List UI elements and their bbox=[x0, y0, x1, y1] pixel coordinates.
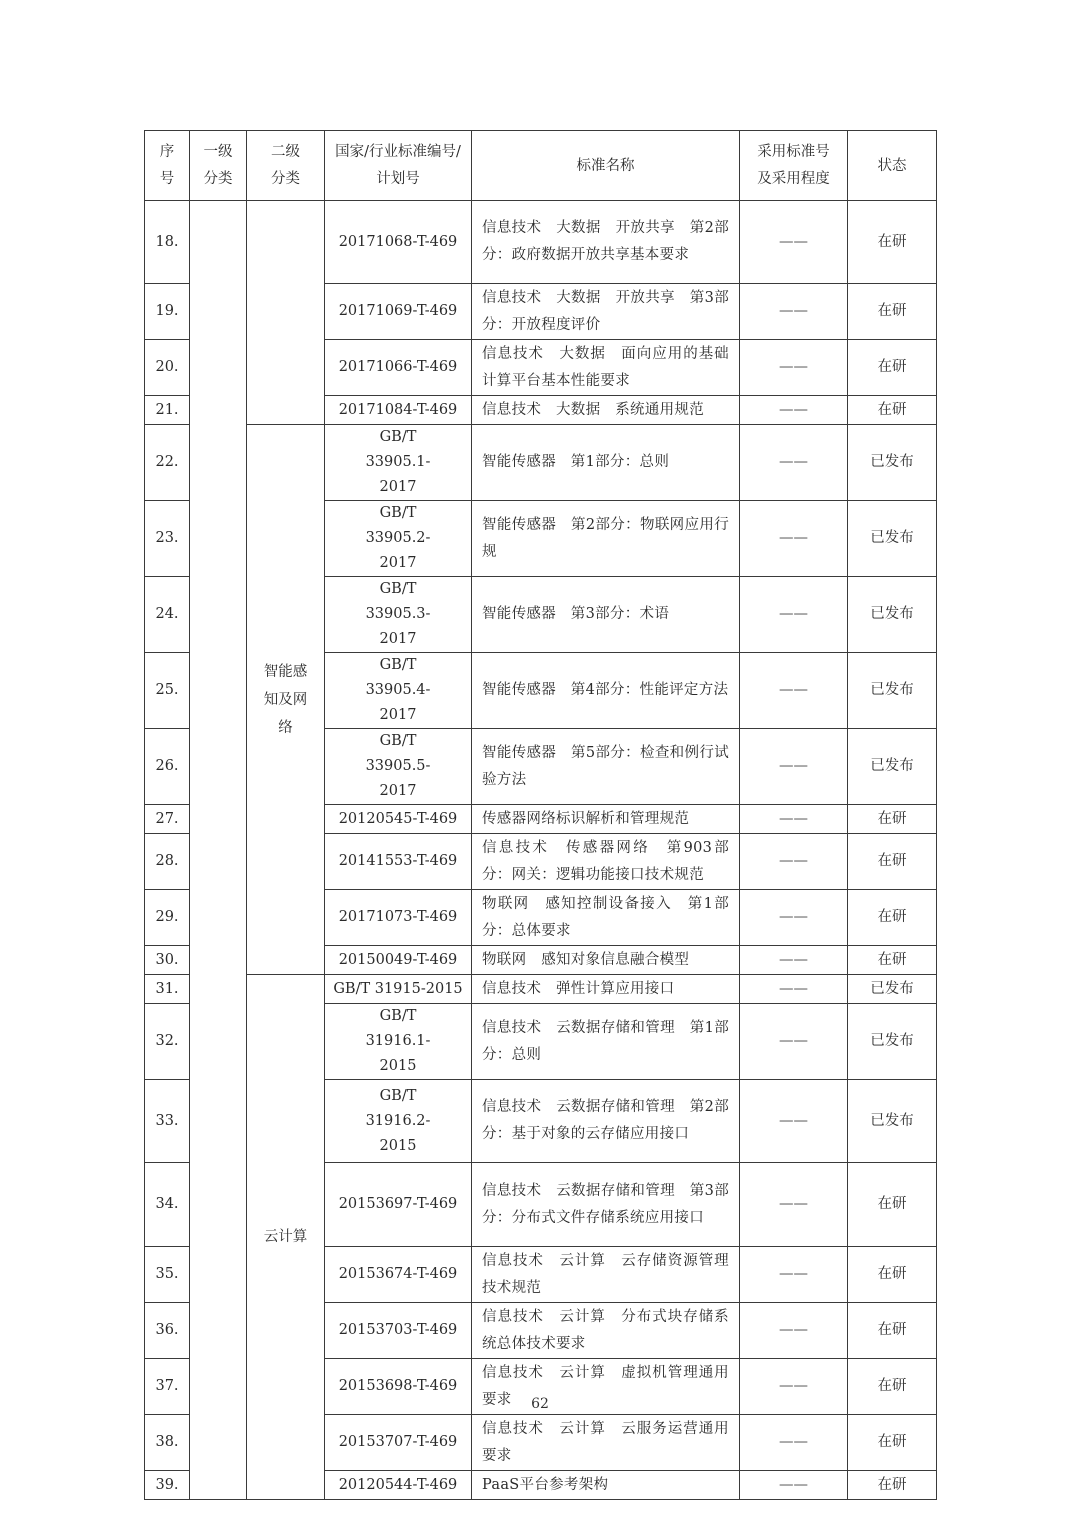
level1-category-cell bbox=[190, 201, 247, 1500]
row-number: 24. bbox=[145, 577, 190, 653]
level2-category-sensing-cell bbox=[247, 425, 325, 975]
standard-name: 信息技术 云计算 云存储资源管理技术规范 bbox=[472, 1247, 740, 1303]
row-number: 33. bbox=[145, 1080, 190, 1163]
row-number: 30. bbox=[145, 946, 190, 975]
standard-name: 信息技术 弹性计算应用接口 bbox=[472, 975, 740, 1004]
status: 在研 bbox=[848, 284, 937, 340]
status: 在研 bbox=[848, 1471, 937, 1500]
row-number: 37. bbox=[145, 1359, 190, 1415]
status: 已发布 bbox=[848, 577, 937, 653]
status: 已发布 bbox=[848, 425, 937, 501]
level2-category-bigdata-cell bbox=[247, 201, 325, 425]
adoption-degree: —— bbox=[740, 396, 848, 425]
standard-name: 信息技术 大数据 系统通用规范 bbox=[472, 396, 740, 425]
standard-name: 信息技术 云计算 虚拟机管理通用要求 bbox=[472, 1359, 740, 1415]
level2-category-cloud-cell bbox=[247, 975, 325, 1500]
standard-code: 20171073-T-469 bbox=[325, 890, 472, 946]
header-code: 国家/行业标准编号/计划号 bbox=[325, 131, 472, 201]
standard-code: 20171069-T-469 bbox=[325, 284, 472, 340]
standard-code: GB/T 31916.2-2015 bbox=[325, 1080, 472, 1163]
standard-name: 传感器网络标识解析和管理规范 bbox=[472, 805, 740, 834]
row-number: 31. bbox=[145, 975, 190, 1004]
standard-code: 20153703-T-469 bbox=[325, 1303, 472, 1359]
table-row bbox=[145, 975, 937, 1004]
standard-name: 信息技术 大数据 开放共享 第3部分：开放程度评价 bbox=[472, 284, 740, 340]
standard-name: 智能传感器 第5部分：检查和例行试验方法 bbox=[472, 729, 740, 805]
standard-name: 信息技术 大数据 面向应用的基础计算平台基本性能要求 bbox=[472, 340, 740, 396]
standard-code: 20153674-T-469 bbox=[325, 1247, 472, 1303]
standard-code: GB/T 33905.1-2017 bbox=[325, 425, 472, 501]
standard-name: 信息技术 云计算 云服务运营通用要求 bbox=[472, 1415, 740, 1471]
standard-name: 信息技术 传感器网络 第903部分：网关：逻辑功能接口技术规范 bbox=[472, 834, 740, 890]
standard-name: 信息技术 大数据 开放共享 第2部分：政府数据开放共享基本要求 bbox=[472, 201, 740, 284]
status: 已发布 bbox=[848, 729, 937, 805]
standard-code: 20171066-T-469 bbox=[325, 340, 472, 396]
adoption-degree: —— bbox=[740, 1163, 848, 1247]
adoption-degree: —— bbox=[740, 425, 848, 501]
standard-code: GB/T 33905.3-2017 bbox=[325, 577, 472, 653]
adoption-degree: —— bbox=[740, 1471, 848, 1500]
table-header-row bbox=[145, 131, 937, 201]
adoption-degree: —— bbox=[740, 501, 848, 577]
standard-name: 智能传感器 第1部分：总则 bbox=[472, 425, 740, 501]
standard-code: GB/T 33905.4-2017 bbox=[325, 653, 472, 729]
status: 在研 bbox=[848, 1247, 937, 1303]
row-number: 29. bbox=[145, 890, 190, 946]
standard-code: 20171084-T-469 bbox=[325, 396, 472, 425]
table-row bbox=[145, 425, 937, 501]
standard-name: 物联网 感知控制设备接入 第1部分：总体要求 bbox=[472, 890, 740, 946]
row-number: 26. bbox=[145, 729, 190, 805]
status: 已发布 bbox=[848, 1080, 937, 1163]
row-number: 19. bbox=[145, 284, 190, 340]
standard-code: GB/T 31915-2015 bbox=[325, 975, 472, 1004]
status: 在研 bbox=[848, 340, 937, 396]
standard-name: 物联网 感知对象信息融合模型 bbox=[472, 946, 740, 975]
standards-table bbox=[144, 130, 937, 1500]
status: 在研 bbox=[848, 805, 937, 834]
standard-code: 20153698-T-469 bbox=[325, 1359, 472, 1415]
adoption-degree: —— bbox=[740, 946, 848, 975]
standard-code: 20150049-T-469 bbox=[325, 946, 472, 975]
adoption-degree: —— bbox=[740, 1004, 848, 1080]
row-number: 35. bbox=[145, 1247, 190, 1303]
standard-name: 信息技术 云数据存储和管理 第1部分：总则 bbox=[472, 1004, 740, 1080]
row-number: 34. bbox=[145, 1163, 190, 1247]
adoption-degree: —— bbox=[740, 1415, 848, 1471]
status: 已发布 bbox=[848, 501, 937, 577]
adoption-degree: —— bbox=[740, 834, 848, 890]
standard-name: PaaS平台参考架构 bbox=[472, 1471, 740, 1500]
row-number: 32. bbox=[145, 1004, 190, 1080]
status: 在研 bbox=[848, 946, 937, 975]
row-number: 39. bbox=[145, 1471, 190, 1500]
level2-category-label: 智能感知及网络 bbox=[263, 663, 308, 736]
row-number: 23. bbox=[145, 501, 190, 577]
status: 在研 bbox=[848, 201, 937, 284]
status: 在研 bbox=[848, 396, 937, 425]
standard-name: 智能传感器 第3部分：术语 bbox=[472, 577, 740, 653]
row-number: 25. bbox=[145, 653, 190, 729]
adoption-degree: —— bbox=[740, 1359, 848, 1415]
row-number: 21. bbox=[145, 396, 190, 425]
standard-name: 智能传感器 第4部分：性能评定方法 bbox=[472, 653, 740, 729]
row-number: 18. bbox=[145, 201, 190, 284]
header-name: 标准名称 bbox=[472, 131, 740, 201]
standard-name: 智能传感器 第2部分：物联网应用行规 bbox=[472, 501, 740, 577]
status: 已发布 bbox=[848, 653, 937, 729]
standard-code: 20141553-T-469 bbox=[325, 834, 472, 890]
standard-code: GB/T 33905.5-2017 bbox=[325, 729, 472, 805]
status: 在研 bbox=[848, 1359, 937, 1415]
row-number: 22. bbox=[145, 425, 190, 501]
adoption-degree: —— bbox=[740, 805, 848, 834]
row-number: 28. bbox=[145, 834, 190, 890]
table-row bbox=[145, 201, 937, 284]
level2-category-label: 云计算 bbox=[263, 1229, 308, 1245]
adoption-degree: —— bbox=[740, 340, 848, 396]
row-number: 36. bbox=[145, 1303, 190, 1359]
header-level2: 二级分类 bbox=[247, 131, 325, 201]
adoption-degree: —— bbox=[740, 1303, 848, 1359]
standard-name: 信息技术 云数据存储和管理 第2部分：基于对象的云存储应用接口 bbox=[472, 1080, 740, 1163]
header-seq: 序号 bbox=[145, 131, 190, 201]
status: 已发布 bbox=[848, 1004, 937, 1080]
standard-code: GB/T 31916.1-2015 bbox=[325, 1004, 472, 1080]
page-number: 62 bbox=[531, 1396, 549, 1412]
status: 在研 bbox=[848, 1163, 937, 1247]
standard-code: 20171068-T-469 bbox=[325, 201, 472, 284]
status: 已发布 bbox=[848, 975, 937, 1004]
standard-name: 信息技术 云数据存储和管理 第3部分：分布式文件存储系统应用接口 bbox=[472, 1163, 740, 1247]
adoption-degree: —— bbox=[740, 1247, 848, 1303]
adoption-degree: —— bbox=[740, 284, 848, 340]
standard-code: 20153697-T-469 bbox=[325, 1163, 472, 1247]
row-number: 38. bbox=[145, 1415, 190, 1471]
adoption-degree: —— bbox=[740, 577, 848, 653]
adoption-degree: —— bbox=[740, 729, 848, 805]
status: 在研 bbox=[848, 1303, 937, 1359]
standard-code: 20153707-T-469 bbox=[325, 1415, 472, 1471]
standard-code: 20120545-T-469 bbox=[325, 805, 472, 834]
adoption-degree: —— bbox=[740, 1080, 848, 1163]
status: 在研 bbox=[848, 834, 937, 890]
standard-name: 信息技术 云计算 分布式块存储系统总体技术要求 bbox=[472, 1303, 740, 1359]
header-level1: 一级分类 bbox=[190, 131, 247, 201]
status: 在研 bbox=[848, 890, 937, 946]
standard-code: 20120544-T-469 bbox=[325, 1471, 472, 1500]
standard-code: GB/T 33905.2-2017 bbox=[325, 501, 472, 577]
adoption-degree: —— bbox=[740, 201, 848, 284]
adoption-degree: —— bbox=[740, 975, 848, 1004]
header-status: 状态 bbox=[848, 131, 937, 201]
adoption-degree: —— bbox=[740, 890, 848, 946]
status: 在研 bbox=[848, 1415, 937, 1471]
row-number: 20. bbox=[145, 340, 190, 396]
row-number: 27. bbox=[145, 805, 190, 834]
header-adopt: 采用标准号及采用程度 bbox=[740, 131, 848, 201]
adoption-degree: —— bbox=[740, 653, 848, 729]
